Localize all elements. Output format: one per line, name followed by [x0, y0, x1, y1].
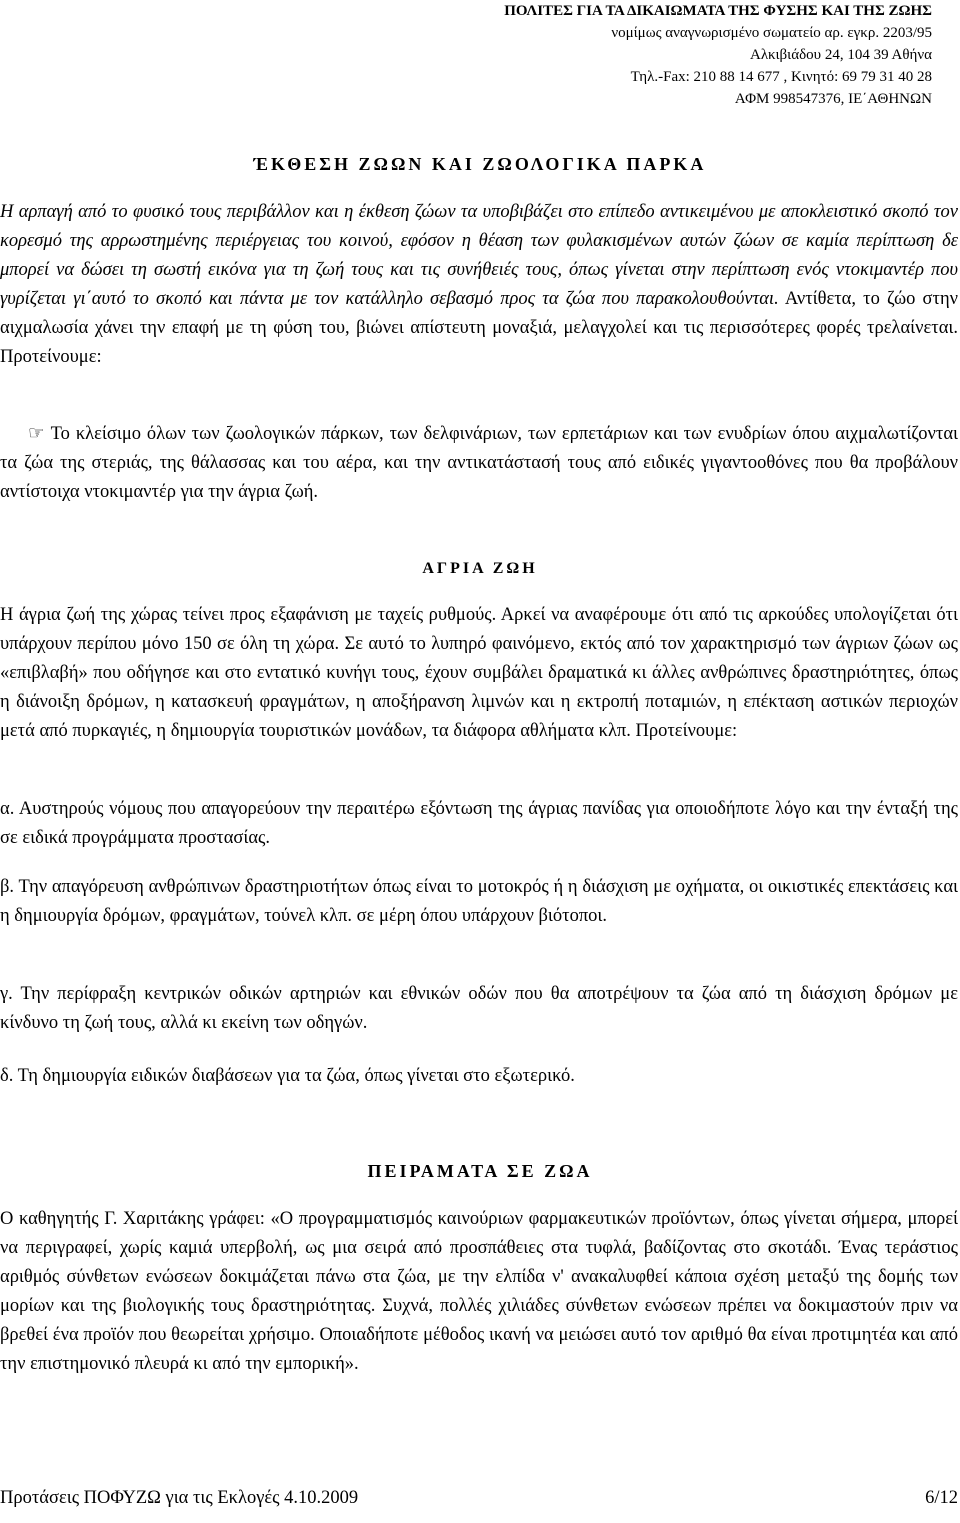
wildlife-item-d: δ. Τη δημιουργία ειδικών διαβάσεων για τα ζώα, όπως γίνεται στο εξωτερικό. — [0, 1066, 575, 1086]
org-address: Αλκιβιάδου 24, 104 39 Αθήνα — [749, 47, 932, 63]
section-title-wildlife: ΑΓΡΙΑ ΖΩΗ — [422, 560, 538, 577]
org-registration: νομίμως αναγνωρισμένο σωματείο αρ. εγκρ. 2203/95 — [611, 25, 932, 41]
pointing-hand-icon: ☞ — [28, 424, 45, 444]
org-tax-id: ΑΦΜ 998547376, ΙΕ΄ΑΘΗΝΩΝ — [734, 91, 932, 107]
page-number: 6/12 — [925, 1488, 958, 1508]
footer-title: Προτάσεις ΠΟΦΥΖΩ για τις Εκλογές 4.10.2009 — [0, 1488, 359, 1508]
wildlife-item-b: β. Την απαγόρευση ανθρώπινων δραστηριοτήτων όπως είναι το μοτοκρός ή η διάσχιση με οχήματα, οι οικιστικές επεκτάσεις και η δημιουργία δρόμων, φραγμάτων, τούνελ κλπ. σε μέρη όπου υπάρχουν βιότοποι. — [0, 877, 958, 926]
section-title-experiments: ΠΕΙΡΑΜΑΤΑ ΣΕ ΖΩΑ — [367, 1161, 593, 1181]
experiments-text: Ο καθηγητής Γ. Χαριτάκης γράφει: «Ο προγραμματισμός καινούριων φαρμακευτικών προϊόντων, όπως γίνεται σήμερα, μπορεί να περιγραφεί, χωρίς καμιά υπερβολή, ως μια σειρά από προσπάθειες στα τυφλά, βαδίζοντας στο σκοτάδι. Ένας τεράστιος αριθμός σύνθετων ενώσεων δοκιμάζεται πάνω στα ζώα, με την ελπίδα ν' ανακαλυφθεί κάποια σχέση μεταξύ της δομής των μορίων και της βιολογικής τους δραστηριότητας. Συχνά, πολλές χιλιάδες σύνθετων ενώσεων πρέπει να δοκιμαστούν πριν να βρεθεί ένα προϊόν που θεωρείται χρήσιμο. Οποιαδήποτε μέθοδος ικανή να μειώσει αυτό τον αριθμό θα είναι προτιμητέα και από την επιστημονικό πλευρά κι από την εμπορική». — [0, 1209, 958, 1374]
zoos-intro-regular: Αντίθετα, το ζώο στην αιχμαλωσία χάνει την επαφή με τη φύση του, βιώνει απίστευτη μοναξιά, μελαγχολεί και τις περισσότερες φορές τρελαίνεται. Προτείνουμε: — [0, 289, 958, 367]
letterhead — [504, 0, 932, 110]
zoos-proposal — [0, 420, 958, 507]
org-name: ΠΟΛΙΤΕΣ ΓΙΑ ΤΑ ΔΙΚΑΙΩΜΑΤΑ ΤΗΣ ΦΥΣΗΣ ΚΑΙ ΤΗΣ ΖΩΗΣ — [504, 3, 932, 19]
section-zoos-intro — [0, 198, 958, 372]
wildlife-item-c: γ. Την περίφραξη κεντρικών οδικών αρτηριών και εθνικών οδών που θα αποτρέψουν τα ζώα από τη διάσχιση δρόμων με κίνδυνο τη ζωή τους, αλλά κι εκείνη των οδηγών. — [0, 984, 958, 1033]
zoos-intro-italic: Η αρπαγή από το φυσικό τους περιβάλλον και η έκθεση ζώων τα υποβιβάζει στο επίπεδο αντικειμένου με αποκλειστικό σκοπό τον κορεσμό της αρρωστημένης περιέργειας του κοινού, εφόσον η θέαση των φυλακισμένων αυτών ζώων σε καμία περίπτωση δε μπορεί να δώσει τη σωστή εικόνα για τη ζωή τους και τις συνήθειές τους, όπως γίνεται στην περίπτωση ενός ντοκιμαντέρ που γυρίζεται γι΄αυτό το σκοπό και πάντα με τον κατάλληλο σεβασμό προς τα ζώα που παρακολουθούνται. — [0, 202, 958, 309]
org-phones: Τηλ.-Fax: 210 88 14 677 , Κινητό: 69 79 31 40 28 — [630, 69, 932, 85]
wildlife-intro: Η άγρια ζωή της χώρας τείνει προς εξαφάνιση με ταχείς ρυθμούς. Αρκεί να αναφέρουμε ότι από τις αρκούδες υπολογίζεται ότι υπάρχουν περίπου μόνο 150 σε όλη τη χώρα. Σε αυτό το λυπηρό φαινόμενο, εκτός από τον χαρακτηρισμό των άγριων ζώων ως «επιβλαβή» που οδήγησε και στο εντατικό κυνήγι τους, έχουν συμβάλει δραματικά κι άλλες ανθρώπινες δραστηριότητες, όπως η διάνοιξη δρόμων, η κατασκευή φραγμάτων, η αποξήρανση λιμνών και η εκτροπή ποταμιών, η επέκταση αστικών περιοχών μετά από πυρκαγιές, η δημιουργία τουριστικών μονάδων, τα διάφορα αθλήματα κλπ. Προτείνουμε: — [0, 605, 958, 741]
wildlife-item-a: α. Αυστηρούς νόμους που απαγορεύουν την περαιτέρω εξόντωση της άγριας πανίδας για οποιοδήποτε λόγο και την ένταξή της σε ειδικά προγράμματα προστασίας. — [0, 799, 958, 848]
section-title-zoos: ΈΚΘΕΣΗ ΖΩΩΝ ΚΑΙ ΖΩΟΛΟΓΙΚΑ ΠΑΡΚΑ — [253, 154, 707, 174]
zoos-proposal-text: Το κλείσιμο όλων των ζωολογικών πάρκων, των δελφινάριων, των ερπετάριων και των ενυδρίων όπου αιχμαλωτίζονται τα ζώα της στεριάς, της θάλασσας και του αέρα, και την αντικατάστασή τους από ειδικές γιγαντοοθόνες που θα προβάλουν αντίστοιχα ντοκιμαντέρ για την άγρια ζωή. — [0, 424, 958, 502]
